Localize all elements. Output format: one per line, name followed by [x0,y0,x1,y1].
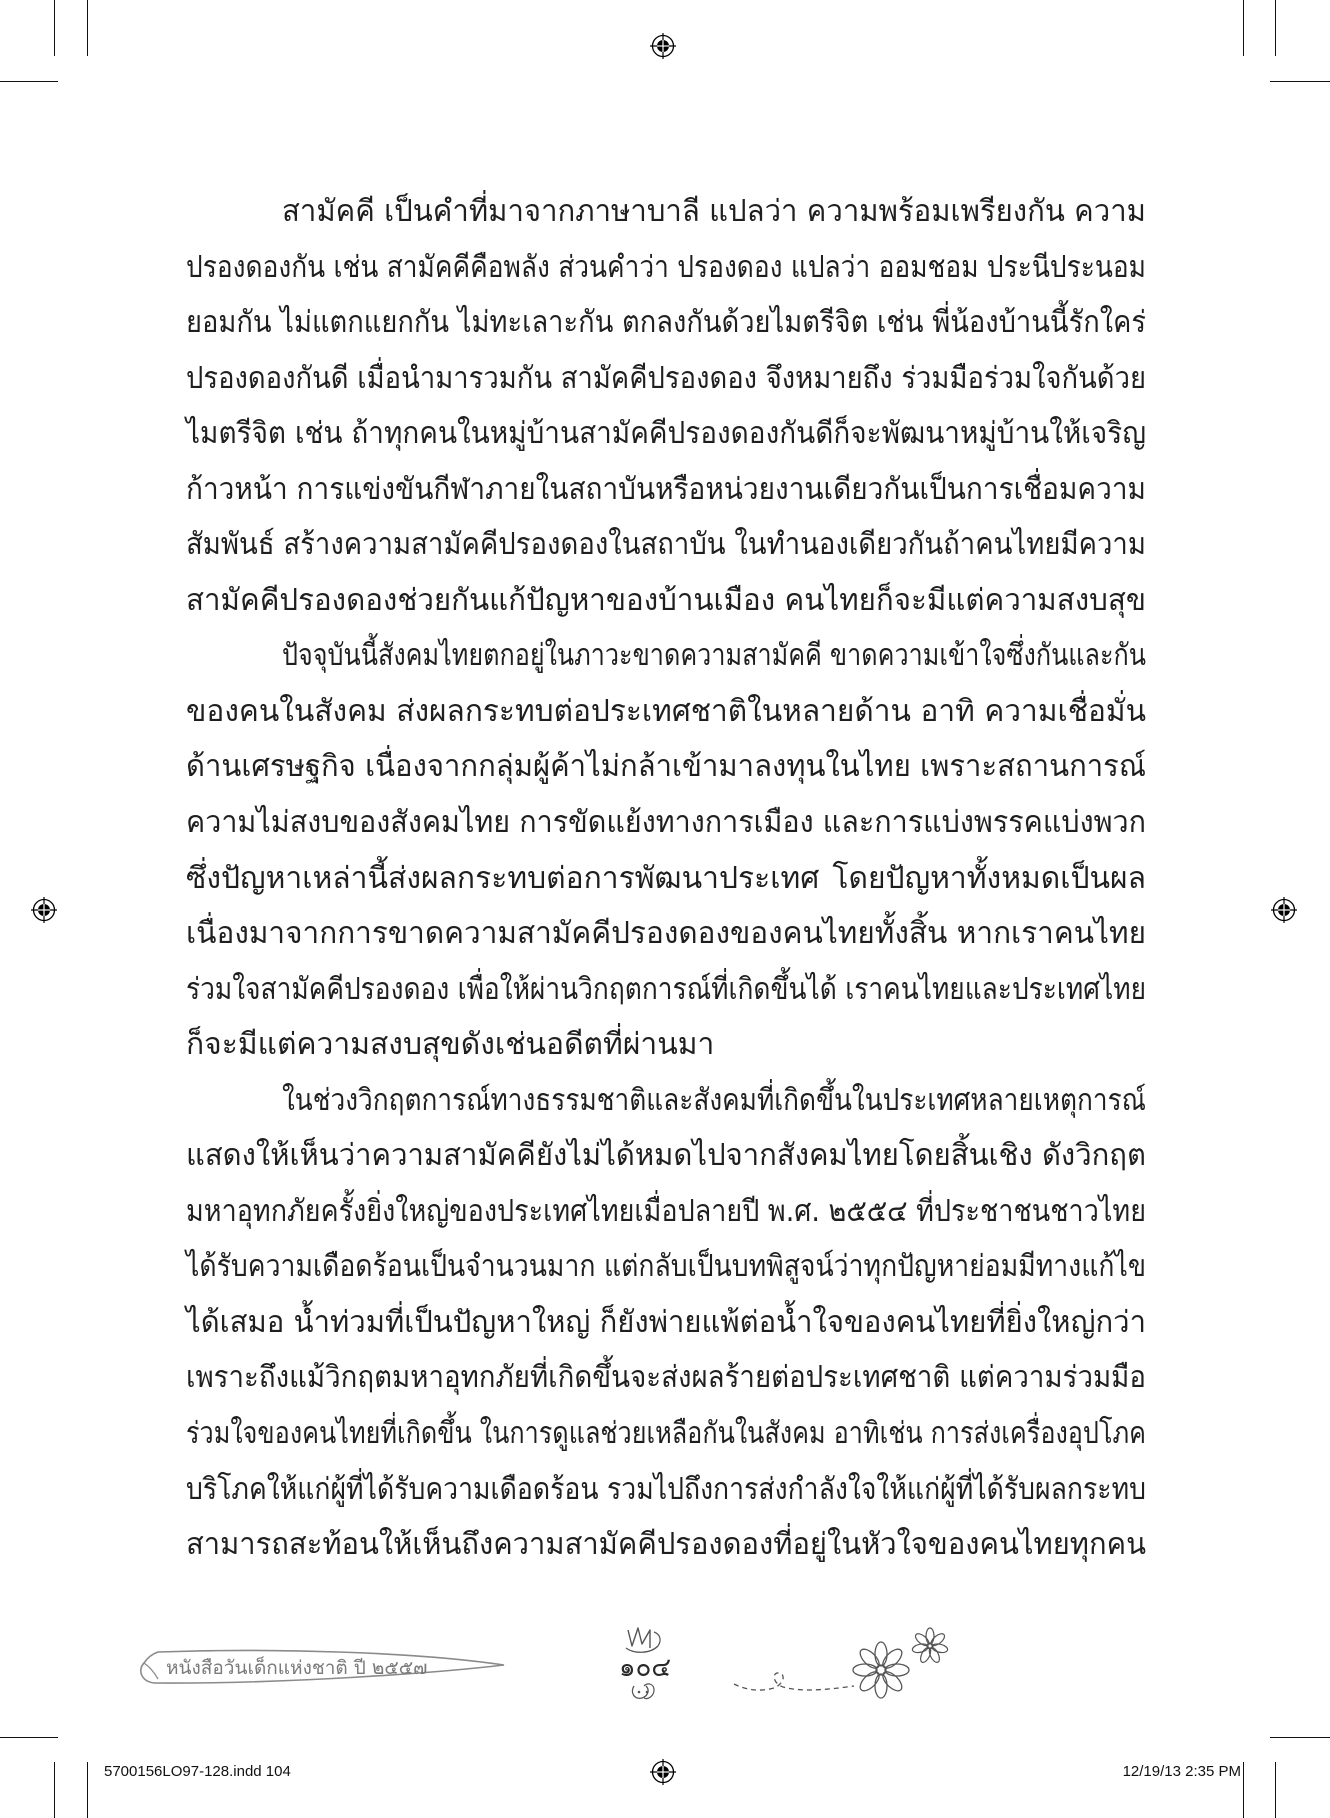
body-line: ด้านเศรษฐกิจ เนื่องจากกลุ่มผู้ค้าไม่กล้าเข้ามาลงทุนในไทย เพราะสถานการณ์ [186,749,1146,785]
body-line: ก้าวหน้า การแข่งขันกีฬาภายในสถาบันหรือหน่วยงานเดียวกันเป็นการเชื่อมความ [186,471,1146,507]
page-number-ornament [614,1624,676,1704]
body-line: บริโภคให้แก่ผู้ที่ได้รับความเดือดร้อน รวมไปถึงการส่งกำลังใจให้แก่ผู้ที่ได้รับผลกระทบ [186,1471,1146,1507]
slug-timestamp: 12/19/13 2:35 PM [1122,1763,1241,1780]
body-line: สามัคคี เป็นคำที่มาจากภาษาบาลี แปลว่า ความพร้อมเพรียงกัน ความ [282,194,1146,229]
crop-mark [1270,81,1330,82]
body-line: เนื่องมาจากการขาดความสามัคคีปรองดองของคนไทยทั้งสิ้น หากเราคนไทย [186,916,1146,952]
body-line: ไมตรีจิต เช่น ถ้าทุกคนในหมู่บ้านสามัคคีปรองดองกันดีก็จะพัฒนาหมู่บ้านให้เจริญ [186,416,1146,452]
body-line: มหาอุทกภัยครั้งยิ่งใหญ่ของประเทศไทยเมื่อปลายปี พ.ศ. ๒๕๕๔ ที่ประชาชนชาวไทย [186,1193,1146,1229]
body-line: ความไม่สงบของสังคมไทย การขัดแย้งทางการเมือง และการแบ่งพรรคแบ่งพวก [186,805,1146,841]
crop-mark [54,1762,55,1818]
paragraph-3 [186,1073,1146,1573]
crop-mark [0,1737,58,1738]
book-title: หนังสือวันเด็กแห่งชาติ ปี ๒๕๕๗ [166,1657,428,1679]
page-number: ๑๐๔ [618,1653,672,1683]
crop-mark [1275,0,1276,56]
body-line: สามัคคีปรองดองช่วยกันแก้ปัญหาของบ้านเมือง คนไทยก็จะมีแต่ความสงบสุข [186,582,1146,618]
body-line: ปรองดองกัน เช่น สามัคคีคือพลัง ส่วนคำว่า ปรองดอง แปลว่า ออมชอม ประนีประนอม [186,249,1146,285]
crop-mark [0,81,58,82]
crop-mark [1270,1737,1330,1738]
paragraph-2 [186,628,1146,1072]
registration-mark-icon [650,1759,676,1785]
body-line: ของคนในสังคม ส่งผลกระทบต่อประเทศชาติในหลายด้าน อาทิ ความเชื่อมั่น [186,693,1146,729]
crop-mark [54,0,55,56]
body-line: ปัจจุบันนี้สังคมไทยตกอยู่ในภาวะขาดความสามัคคี ขาดความเข้าใจซึ่งกันและกัน [282,638,1146,674]
body-line: ร่วมใจสามัคคีปรองดอง เพื่อให้ผ่านวิกฤตการณ์ที่เกิดขึ้นได้ เราคนไทยและประเทศไทย [186,971,1146,1007]
slug-file-info: 5700156LO97-128.indd 104 [104,1763,291,1780]
crop-mark [1243,0,1244,56]
registration-mark-icon [1271,897,1297,923]
body-line: เพราะถึงแม้วิกฤตมหาอุทกภัยที่เกิดขึ้นจะส่งผลร้ายต่อประเทศชาติ แต่ความร่วมมือ [186,1360,1146,1396]
body-line: แสดงให้เห็นว่าความสามัคคียังไม่ได้หมดไปจากสังคมไทยโดยสิ้นเชิง ดังวิกฤต [186,1138,1146,1174]
body-line: ได้เสมอ น้ำท่วมที่เป็นปัญหาใหญ่ ก็ยังพ่ายแพ้ต่อน้ำใจของคนไทยที่ยิ่งใหญ่กว่า [186,1304,1146,1340]
body-line: ซึ่งปัญหาเหล่านี้ส่งผลกระทบต่อการพัฒนาประเทศ โดยปัญหาทั้งหมดเป็นผล [186,860,1146,896]
crop-mark [87,0,88,56]
paragraph-1 [186,184,1146,628]
body-line: ยอมกัน ไม่แตกแยกกัน ไม่ทะเลาะกัน ตกลงกันด้วยไมตรีจิต เช่น พี่น้องบ้านนี้รักใคร่ [186,305,1146,341]
body-line: ในช่วงวิกฤตการณ์ทางธรรมชาติและสังคมที่เกิดขึ้นในประเทศหลายเหตุการณ์ [282,1082,1146,1118]
registration-mark-icon [31,897,57,923]
registration-mark-icon [650,33,676,59]
body-line: ปรองดองกันดี เมื่อนำมารวมกัน สามัคคีปรองดอง จึงหมายถึง ร่วมมือร่วมใจกันด้วย [186,360,1146,396]
crop-mark [1243,1762,1244,1818]
body-line: สัมพันธ์ สร้างความสามัคคีปรองดองในสถาบัน ในทำนองเดียวกันถ้าคนไทยมีความ [186,527,1146,563]
flower-doodle-icon [726,1616,962,1708]
crop-mark [87,1762,88,1818]
body-line: ก็จะมีแต่ความสงบสุขดังเช่นอดีตที่ผ่านมา [186,1027,715,1063]
body-line: ได้รับความเดือดร้อนเป็นจำนวนมาก แต่กลับเป็นบทพิสูจน์ว่าทุกปัญหาย่อมมีทางแก้ไข [186,1249,1146,1285]
crop-mark [1275,1762,1276,1818]
footer-banner [136,1646,508,1690]
body-line: ร่วมใจของคนไทยที่เกิดขึ้น ในการดูแลช่วยเหลือกันในสังคม อาทิเช่น การส่งเครื่องอุปโภค [186,1416,1146,1452]
body-line: สามารถสะท้อนให้เห็นถึงความสามัคคีปรองดองที่อยู่ในหัวใจของคนไทยทุกคน [186,1527,1146,1563]
body-text [186,184,1146,1573]
